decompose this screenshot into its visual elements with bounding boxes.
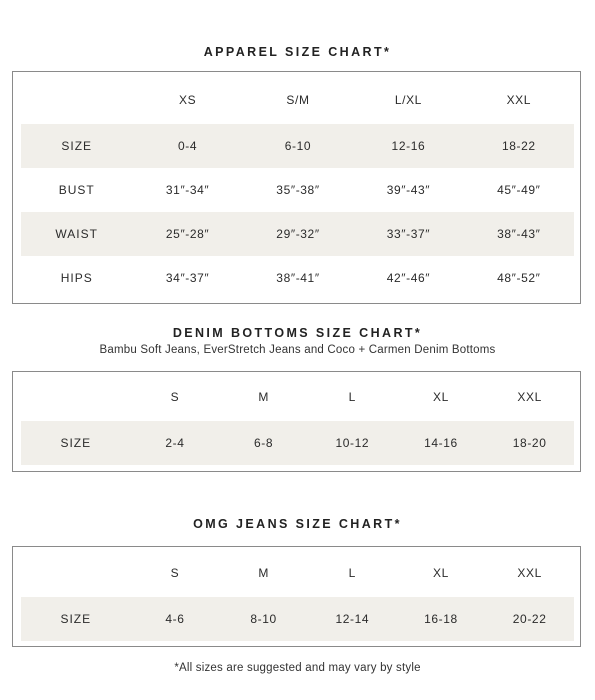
table-cell: 31″-34″ (165, 183, 210, 197)
table-row (21, 168, 574, 212)
column-header: M (258, 566, 269, 580)
table-cell: 45″-49″ (497, 183, 541, 197)
column-header: XXL (517, 566, 542, 580)
denim-chart-title: DENIM BOTTOMS SIZE CHART* (172, 326, 423, 340)
table-cell: 0-4 (178, 139, 198, 153)
column-header: XL (433, 390, 449, 404)
column-header: S (170, 390, 180, 404)
table-cell: 14-16 (424, 436, 458, 450)
table-cell: 16-18 (424, 612, 458, 626)
row-label: SIZE (60, 612, 92, 626)
omg-size-table (12, 546, 581, 647)
table-cell: 25″-28″ (165, 227, 210, 241)
table-cell: 18-20 (512, 436, 547, 450)
table-cell: 34″-37″ (165, 271, 210, 285)
column-header: XS (178, 93, 197, 107)
denim-header-row (21, 375, 574, 419)
table-row (21, 256, 574, 300)
omg-chart-title: OMG JEANS SIZE CHART* (193, 517, 402, 531)
table-cell: 2-4 (165, 436, 185, 450)
table-cell: 8-10 (250, 612, 277, 626)
column-header: XL (433, 566, 449, 580)
sizing-footnote: *All sizes are suggested and may vary by style (174, 662, 421, 674)
row-label: SIZE (60, 436, 92, 450)
table-cell: 12-14 (335, 612, 370, 626)
denim-size-table (12, 371, 581, 472)
table-cell: 29″-32″ (276, 227, 320, 241)
column-header: XXL (517, 390, 542, 404)
row-label: WAIST (55, 227, 98, 241)
table-row (21, 421, 574, 465)
table-cell: 6-8 (254, 436, 274, 450)
column-header: M (258, 390, 269, 404)
table-row (21, 212, 574, 256)
table-cell: 4-6 (165, 612, 185, 626)
apparel-size-table (12, 71, 581, 304)
table-cell: 12-16 (391, 139, 426, 153)
table-cell: 38″-41″ (276, 271, 320, 285)
column-header: L (348, 390, 356, 404)
table-cell: 39″-43″ (386, 183, 431, 197)
row-label: SIZE (61, 139, 93, 153)
table-row (21, 597, 574, 641)
table-cell: 20-22 (512, 612, 547, 626)
denim-chart-subtitle: Bambu Soft Jeans, EverStretch Jeans and Coco + Carmen Denim Bottoms (99, 344, 496, 356)
table-row (21, 124, 574, 168)
table-cell: 42″-46″ (386, 271, 431, 285)
table-cell: 10-12 (335, 436, 370, 450)
table-cell: 38″-43″ (497, 227, 541, 241)
omg-header-row (21, 551, 574, 595)
column-header: L (348, 566, 356, 580)
column-header: S/M (286, 93, 310, 107)
column-header: XXL (506, 93, 532, 107)
column-header: S (170, 566, 180, 580)
apparel-chart-title: APPAREL SIZE CHART* (203, 45, 392, 59)
row-label: BUST (58, 183, 95, 197)
table-cell: 18-22 (501, 139, 536, 153)
table-cell: 35″-38″ (276, 183, 320, 197)
table-cell: 48″-52″ (497, 271, 541, 285)
apparel-header-row (21, 78, 574, 122)
column-header: L/XL (394, 93, 422, 107)
row-label: HIPS (60, 271, 93, 285)
table-cell: 33″-37″ (386, 227, 431, 241)
table-cell: 6-10 (284, 139, 312, 153)
